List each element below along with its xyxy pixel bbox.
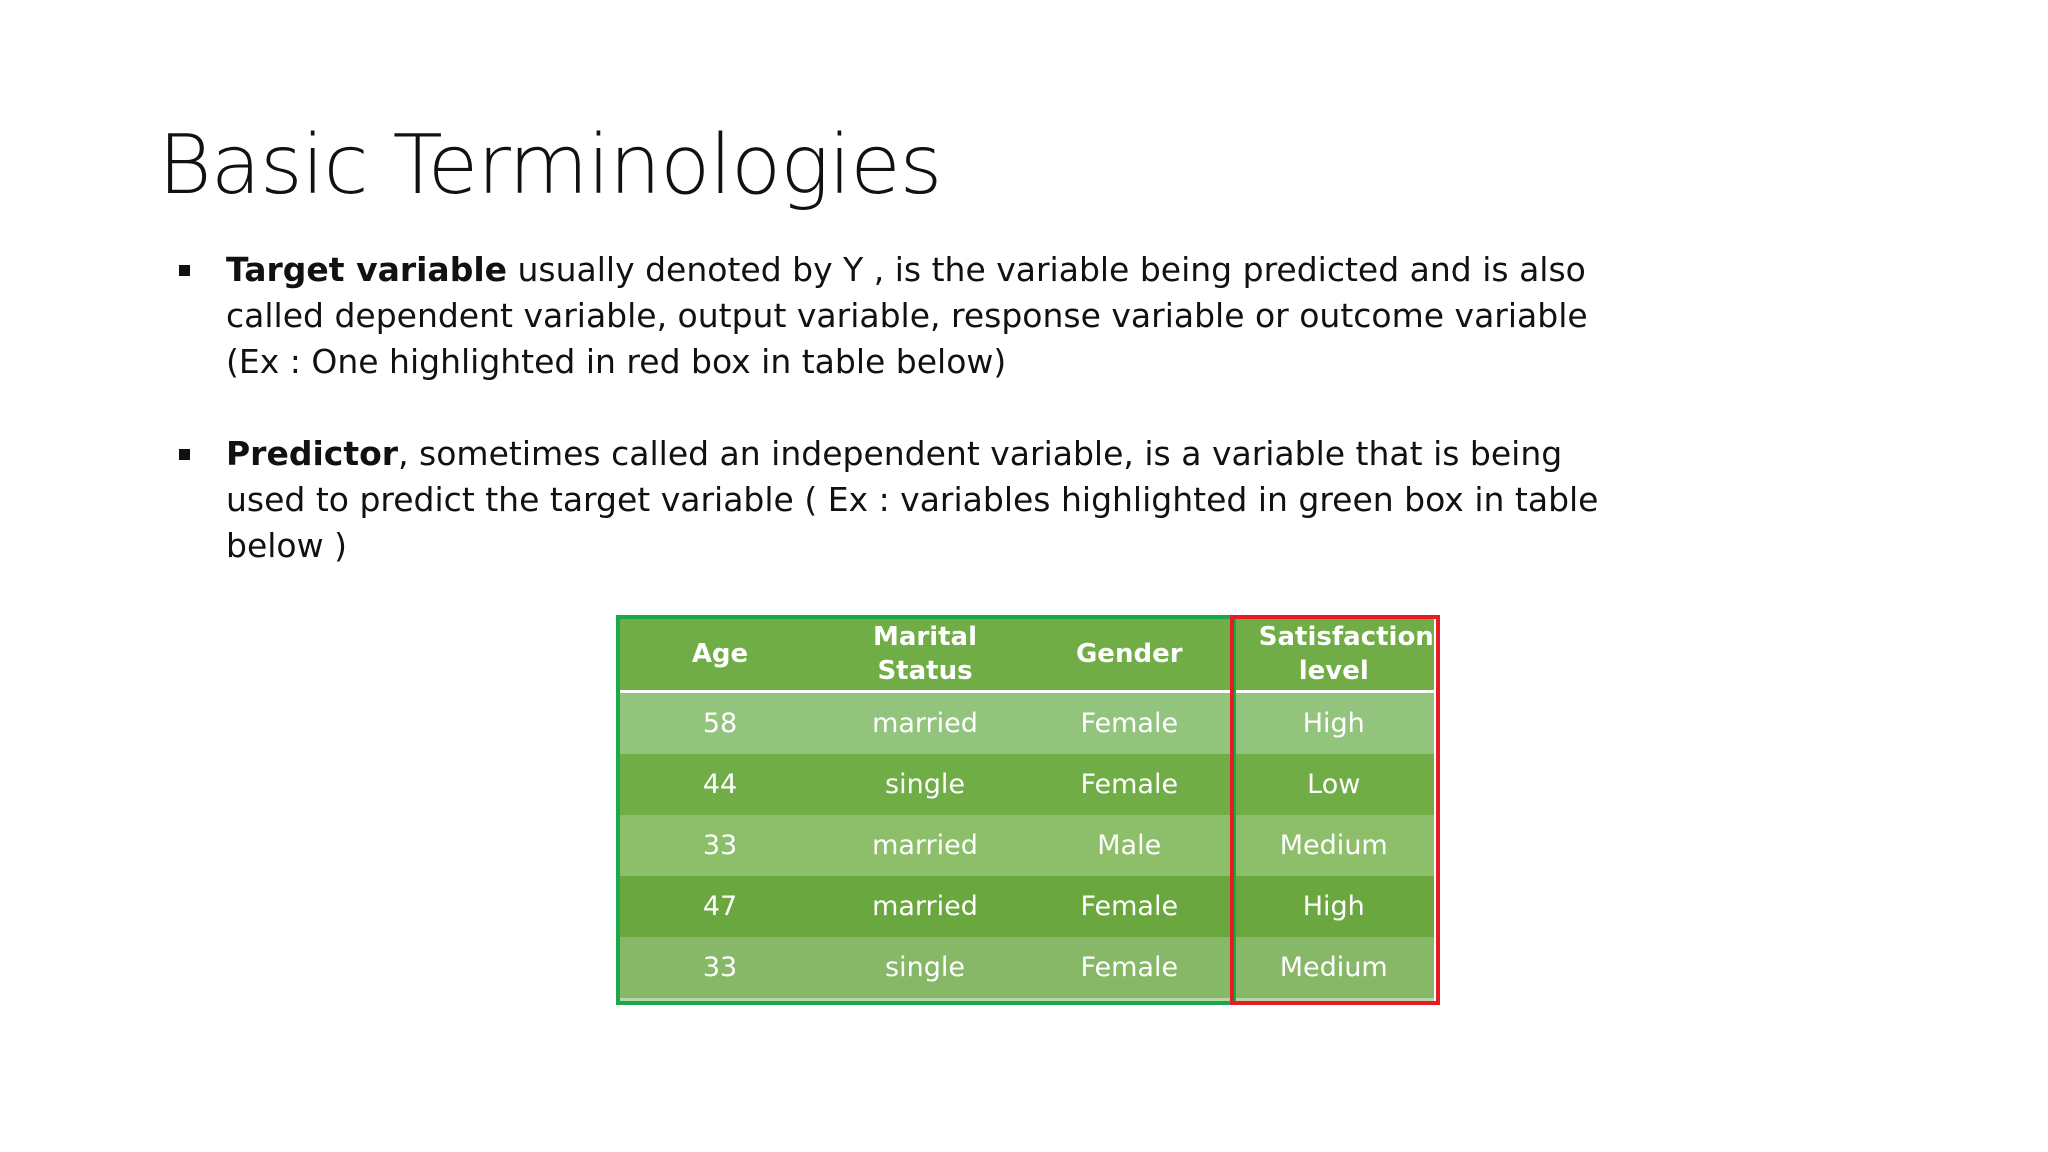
bullet-text: , sometimes called an independent variable, is a variable that is being used to predict the target variable ( Ex : variables highlighted in green box in table below ) <box>226 434 1599 565</box>
header-marital-status: Marital Status <box>822 617 1028 692</box>
slide-title: Basic Terminologies <box>158 118 942 213</box>
bullet-text: usually denoted by Y , is the variable being predicted and is also called dependent variable, output variable, response variable or outcome variable (Ex : One highlighted in red box in table below) <box>226 250 1588 381</box>
bullet-list <box>178 247 1638 569</box>
bullet-term: Target variable <box>226 250 508 289</box>
cell-age: 47 <box>618 876 822 937</box>
table-row <box>618 754 1434 815</box>
cell-marital-status: single <box>822 937 1028 1000</box>
cell-satisfaction-level: Medium <box>1232 937 1434 1000</box>
cell-satisfaction-level: Low <box>1232 754 1434 815</box>
table-row <box>618 815 1434 876</box>
cell-age: 58 <box>618 692 822 755</box>
bullet-term: Predictor <box>226 434 399 473</box>
cell-marital-status: single <box>822 754 1028 815</box>
table-header-row <box>618 617 1434 692</box>
cell-marital-status: married <box>822 815 1028 876</box>
bullet-predictor <box>178 431 1638 569</box>
header-age: Age <box>618 617 822 692</box>
example-table-container <box>616 615 1436 1001</box>
square-bullet-icon <box>179 449 190 460</box>
cell-satisfaction-level: High <box>1232 876 1434 937</box>
cell-gender: Female <box>1028 692 1232 755</box>
table-row <box>618 937 1434 1000</box>
cell-satisfaction-level: Medium <box>1232 815 1434 876</box>
cell-satisfaction-level: High <box>1232 692 1434 755</box>
example-data-table <box>618 617 1434 1001</box>
cell-marital-status: married <box>822 692 1028 755</box>
table-row <box>618 692 1434 755</box>
header-satisfaction-level: Satisfaction level <box>1232 617 1434 692</box>
header-gender: Gender <box>1028 617 1232 692</box>
cell-gender: Male <box>1028 815 1232 876</box>
cell-age: 33 <box>618 815 822 876</box>
table-row <box>618 876 1434 937</box>
bullet-target-variable <box>178 247 1638 385</box>
square-bullet-icon <box>179 265 190 276</box>
cell-gender: Female <box>1028 876 1232 937</box>
cell-marital-status: married <box>822 876 1028 937</box>
cell-age: 44 <box>618 754 822 815</box>
cell-gender: Female <box>1028 937 1232 1000</box>
cell-age: 33 <box>618 937 822 1000</box>
cell-gender: Female <box>1028 754 1232 815</box>
